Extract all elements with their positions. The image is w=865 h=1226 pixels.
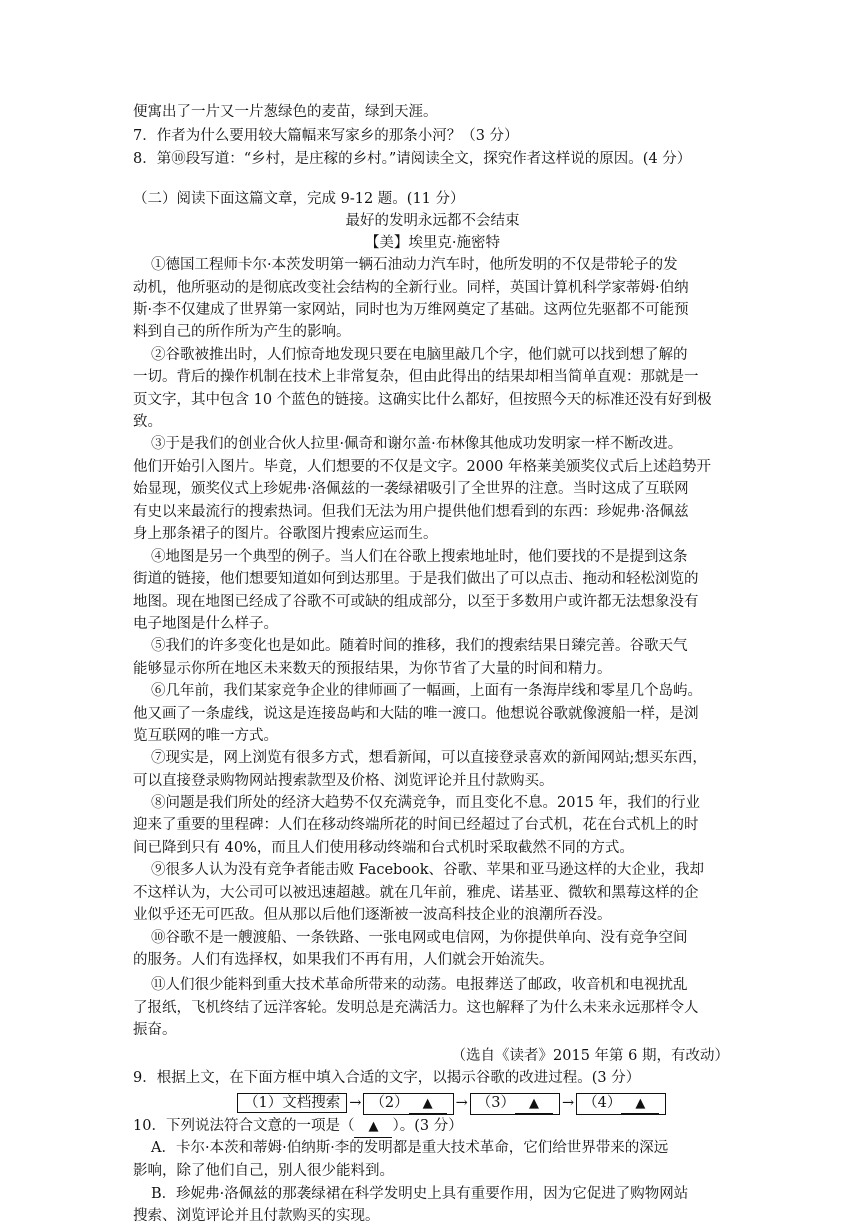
paragraph-line: 斯·李不仅建成了世界第一家网站，同时也为万维网奠定了基础。这两位先驱都不可能预: [133, 302, 689, 318]
answer-blank[interactable]: [621, 1094, 659, 1114]
process-flow: [236, 1093, 667, 1115]
flow-box-4[interactable]: [576, 1093, 666, 1115]
paragraph-line: 致。: [133, 414, 162, 430]
paragraph-line: 他们开始引入图片。毕竟，人们想要的不仅是文字。2000 年格莱美颁奖仪式后上述趋势开: [133, 459, 712, 475]
triangle-marker-icon: ▲: [422, 1096, 433, 1111]
paragraph-line: 间已降到只有 40%，而且人们使用移动终端和台式机时采取截然不同的方式。: [133, 840, 634, 856]
paragraph-line: 页文字，其中包含 10 个蓝色的链接。这确实比什么都好，但按照今天的标准还没有好到极: [133, 392, 712, 408]
question-10: [133, 1116, 463, 1138]
paragraph-line: 了报纸，飞机终结了远洋客轮。发明总是充满活力。这也解释了为什么未来永远那样令人: [133, 1000, 699, 1016]
arrow-icon: →: [455, 1095, 468, 1111]
flow-box-label: （4）: [583, 1095, 622, 1111]
paragraph-line: 他又画了一条虚线，说这是连接岛屿和大陆的唯一渡口。他想说谷歌就像渡船一样，是浏: [133, 706, 699, 722]
paragraph-line: ⑥几年前，我们某家竞争企业的律师画了一幅画，上面有一条海岸线和零星几个岛屿。: [151, 683, 702, 699]
paragraph-line: 览互联网的唯一方式。: [133, 728, 278, 744]
paragraph-line: ⑧问题是我们所处的经济大趋势不仅充满竞争，而且变化不息。2015 年，我们的行业: [151, 795, 701, 811]
question-8: 8．第⑩段写道：“乡村，是庄稼的乡村。”请阅读全文，探究作者这样说的原因。(4 分）: [133, 151, 692, 167]
question-10-suffix: ）。(3 分）: [392, 1118, 463, 1134]
flow-box-1: （1）文档搜索: [237, 1093, 347, 1113]
paragraph-line: ⑪人们很少能料到重大技术革命所带来的动荡。电报葬送了邮政，收音机和电视扰乱: [151, 977, 688, 993]
paragraph-line: ③于是我们的创业合伙人拉里·佩奇和谢尔盖·布林像其他成功发明家一样不断改进。: [151, 436, 683, 452]
paragraph-line: 电子地图是什么样子。: [133, 616, 278, 632]
question-9: 9．根据上文，在下面方框中填入合适的文字，以揭示谷歌的改进过程。(3 分）: [133, 1070, 641, 1086]
paragraph-line: ②谷歌被推出时，人们惊奇地发现只要在电脑里敲几个字，他们就可以找到想了解的: [151, 347, 688, 363]
paragraph-line: 迎来了重要的里程碑：人们在移动终端所花的时间已经超过了台式机，花在台式机上的时: [133, 817, 699, 833]
paragraph-line: ④地图是另一个典型的例子。当人们在谷歌上搜索地址时，他们要找的不是提到这条: [151, 549, 688, 565]
paragraph-line: 一切。背后的操作机制在技术上非常复杂，但由此得出的结果却相当简单直观：那就是一: [133, 369, 699, 385]
option-a: A．卡尔·本茨和蒂姆·伯纳斯·李的发明都是重大技术革命，它们给世界带来的深远: [151, 1140, 669, 1156]
paragraph-line: 始显现，颁奖仪式上珍妮弗·洛佩兹的一袭绿裙吸引了全世界的注意。当时这成了互联网: [133, 481, 689, 497]
triangle-marker-icon: ▲: [368, 1119, 379, 1134]
question-10-prefix: 10．下列说法符合文意的一项是（: [133, 1118, 355, 1134]
paragraph-line: ①德国工程师卡尔·本茨发明第一辆石油动力汽车时，他所发明的不仅是带轮子的发: [151, 257, 678, 273]
section-intro: （二）阅读下面这篇文章，完成 9-12 题。(11 分）: [133, 191, 465, 207]
paragraph-line: 身上那条裙子的图片。谷歌图片搜索应运而生。: [133, 526, 438, 542]
source-citation: （选自《读者》2015 年第 6 期，有改动）: [451, 1048, 729, 1064]
article-title: 最好的发明永远都不会结束: [345, 213, 520, 229]
paragraph-line: 的服务。人们有选择权，如果我们不再有用，人们就会开始流失。: [133, 952, 554, 968]
flow-box-3[interactable]: [470, 1093, 560, 1115]
paragraph-line: 地图。现在地图已经成了谷歌不可或缺的组成部分，以至于多数用户或许都无法想象没有: [133, 594, 699, 610]
text-line: 便寓出了一片又一片葱绿色的麦苗，绿到天涯。: [133, 104, 438, 120]
paragraph-line: 业似乎还无可匹敌。但从那以后他们逐渐被一波高科技企业的浪潮所吞没。: [133, 907, 612, 923]
flow-box-2[interactable]: [363, 1093, 453, 1115]
paragraph-line: 可以直接登录购物网站搜索款型及价格、浏览评论并且付款购买。: [133, 773, 554, 789]
answer-blank[interactable]: [354, 1116, 392, 1138]
paragraph-line: ⑦现实是，网上浏览有很多方式，想看新闻，可以直接登录喜欢的新闻网站;想买东西，: [151, 750, 707, 766]
article-author: 【美】埃里克·施密特: [364, 235, 501, 251]
flow-box-label: （2）: [370, 1095, 409, 1111]
paragraph-line: ⑤我们的许多变化也是如此。随着时间的推移，我们的搜索结果日臻完善。谷歌天气: [151, 638, 688, 654]
answer-blank[interactable]: [409, 1094, 447, 1114]
paragraph-line: 街道的链接，他们想要知道如何到达那里。于是我们做出了可以点击、拖动和轻松浏览的: [133, 571, 699, 587]
option-b: B．珍妮弗·洛佩兹的那袭绿裙在科学发明史上具有重要作用，因为它促进了购物网站: [151, 1186, 689, 1202]
paragraph-line: 动机，他所驱动的是彻底改变社会结构的全新行业。同样，英国计算机科学家蒂姆·伯纳: [133, 280, 689, 296]
triangle-marker-icon: ▲: [635, 1096, 646, 1111]
triangle-marker-icon: ▲: [529, 1096, 540, 1111]
paragraph-line: 料到自己的所作所为产生的影响。: [133, 324, 351, 340]
paragraph-line: 有史以来最流行的搜索热词。但我们无法为用户提供他们想看到的东西：珍妮弗·洛佩兹: [133, 504, 689, 520]
option-a-cont: 影响，除了他们自己，别人很少能料到。: [133, 1163, 394, 1179]
flow-box-label: （3）: [476, 1095, 516, 1111]
paragraph-line: ⑩谷歌不是一艘渡船、一条铁路、一张电网或电信网，为你提供单向、没有竞争空间: [151, 930, 688, 946]
question-7: 7．作者为什么要用较大篇幅来写家乡的那条小河？（3 分）: [133, 128, 519, 144]
arrow-icon: →: [562, 1095, 575, 1111]
arrow-icon: →: [349, 1095, 362, 1111]
paragraph-line: 振奋。: [133, 1022, 177, 1038]
paragraph-line: 能够显示你所在地区未来数天的预报结果，为你节省了大量的时间和精力。: [133, 661, 612, 677]
paragraph-line: 不这样认为，大公司可以被迅速超越。就在几年前，雅虎、诺基亚、微软和黑莓这样的企: [133, 885, 699, 901]
option-b-cont: 搜索、浏览评论并且付款购买的实现。: [133, 1208, 380, 1224]
paragraph-line: ⑨很多人认为没有竞争者能击败 Facebook、谷歌、苹果和亚马逊这样的大企业，我却: [151, 862, 705, 878]
answer-blank[interactable]: [515, 1094, 553, 1114]
